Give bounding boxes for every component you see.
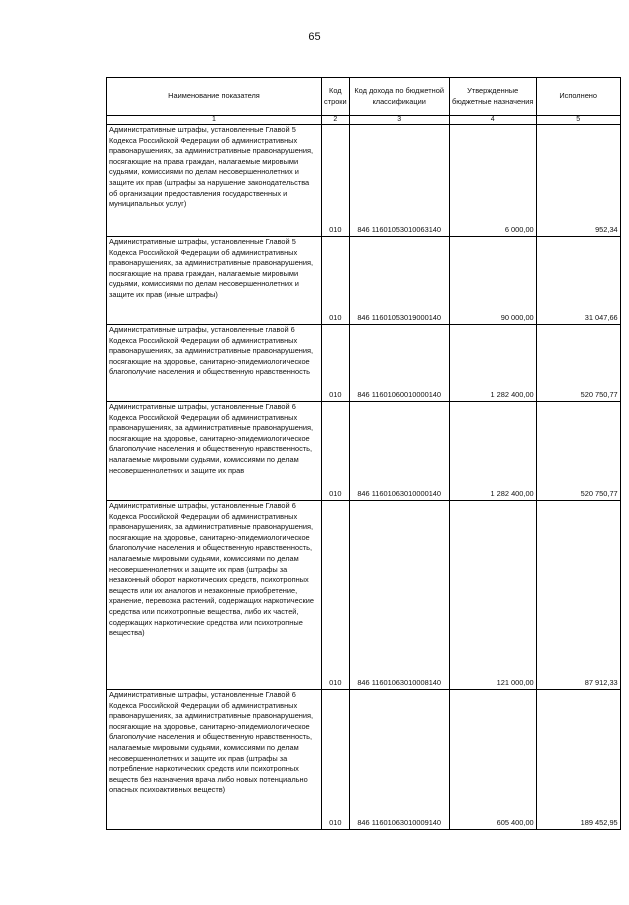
approved-amount: 90 000,00 [449,237,536,325]
header-approved: Утвержденные бюджетные назначения [449,78,536,116]
row-code: 010 [322,501,350,690]
income-code: 846 11601053010063140 [349,125,449,237]
indicator-name: Административные штрафы, установленные Главой 6 Кодекса Российской Федерации об административных правонарушениях, за административные правонарушения, посягающие на здоровье, санитарно-эпидемиологическое благополучие населения и общественную нравственность, налагаемые мировыми судьями, комиссиями по делам несовершеннолетних и защите их прав (штрафы за потребление наркотических средств или психотропных веществ без назначения врача либо новых потенциально опасных психоактивных веществ) [107,690,322,830]
executed-amount: 189 452,95 [536,690,620,830]
executed-amount: 952,34 [536,125,620,237]
executed-amount: 520 750,77 [536,402,620,501]
income-code: 846 11601063010009140 [349,690,449,830]
column-number: 2 [322,116,350,125]
income-code: 846 11601053019000140 [349,237,449,325]
table-row [107,125,621,237]
indicator-name: Административные штрафы, установленные Главой 5 Кодекса Российской Федерации об административных правонарушениях, за административные правонарушения, посягающие на права граждан, налагаемые мировыми судьями, комиссиями по делам несовершеннолетних и защите их прав (штрафы за нарушение законодательства об организации предоставления государственных и муниципальных услуг) [107,125,322,237]
executed-amount: 31 047,66 [536,237,620,325]
column-number: 5 [536,116,620,125]
indicator-name: Административные штрафы, установленные главой 6 Кодекса Российской Федерации об административных правонарушениях, за административные правонарушения, посягающие на здоровье, санитарно-эпидемиологическое благополучие населения и общественную нравственность [107,325,322,402]
row-code: 010 [322,402,350,501]
header-executed: Исполнено [536,78,620,116]
column-number: 3 [349,116,449,125]
row-code: 010 [322,325,350,402]
table-row [107,325,621,402]
approved-amount: 605 400,00 [449,690,536,830]
header-indicator-name: Наименование показателя [107,78,322,116]
row-code: 010 [322,237,350,325]
row-code: 010 [322,125,350,237]
table-row [107,690,621,830]
header-row [107,78,621,116]
row-code: 010 [322,690,350,830]
column-number-row [107,116,621,125]
indicator-name: Административные штрафы, установленные Главой 5 Кодекса Российской Федерации об административных правонарушениях, за административные правонарушения, посягающие на права граждан, налагаемые мировыми судьями, комиссиями по делам несовершеннолетних и защите их прав (иные штрафы) [107,237,322,325]
table-row [107,402,621,501]
column-number: 1 [107,116,322,125]
income-code: 846 11601063010008140 [349,501,449,690]
header-row-code: Код строки [322,78,350,116]
column-number: 4 [449,116,536,125]
indicator-name: Административные штрафы, установленные Главой 6 Кодекса Российской Федерации об административных правонарушениях, за административные правонарушения, посягающие на здоровье, санитарно-эпидемиологическое благополучие населения и общественную нравственность, налагаемые мировыми судьями, комиссиями по делам несовершеннолетних и защите их прав [107,402,322,501]
budget-execution-table [106,77,621,830]
table-row [107,237,621,325]
executed-amount: 520 750,77 [536,325,620,402]
approved-amount: 6 000,00 [449,125,536,237]
approved-amount: 1 282 400,00 [449,402,536,501]
income-code: 846 11601063010000140 [349,402,449,501]
approved-amount: 1 282 400,00 [449,325,536,402]
page-number: 65 [308,31,321,43]
header-income-code: Код дохода по бюджетной классификации [349,78,449,116]
approved-amount: 121 000,00 [449,501,536,690]
indicator-name: Административные штрафы, установленные Главой 6 Кодекса Российской Федерации об административных правонарушениях, за административные правонарушения, посягающие на здоровье, санитарно-эпидемиологическое благополучие населения и общественную нравственность, налагаемые мировыми судьями, комиссиями по делам несовершеннолетних и защите их прав (штрафы за незаконный оборот наркотических средств, психотропных веществ или их аналогов и незаконные приобретение, хранение, перевозка растений, содержащих наркотические средства или психотропные вещества, либо их частей, содержащих наркотические средства или психотропные вещества) [107,501,322,690]
income-code: 846 11601060010000140 [349,325,449,402]
executed-amount: 87 912,33 [536,501,620,690]
table-row [107,501,621,690]
